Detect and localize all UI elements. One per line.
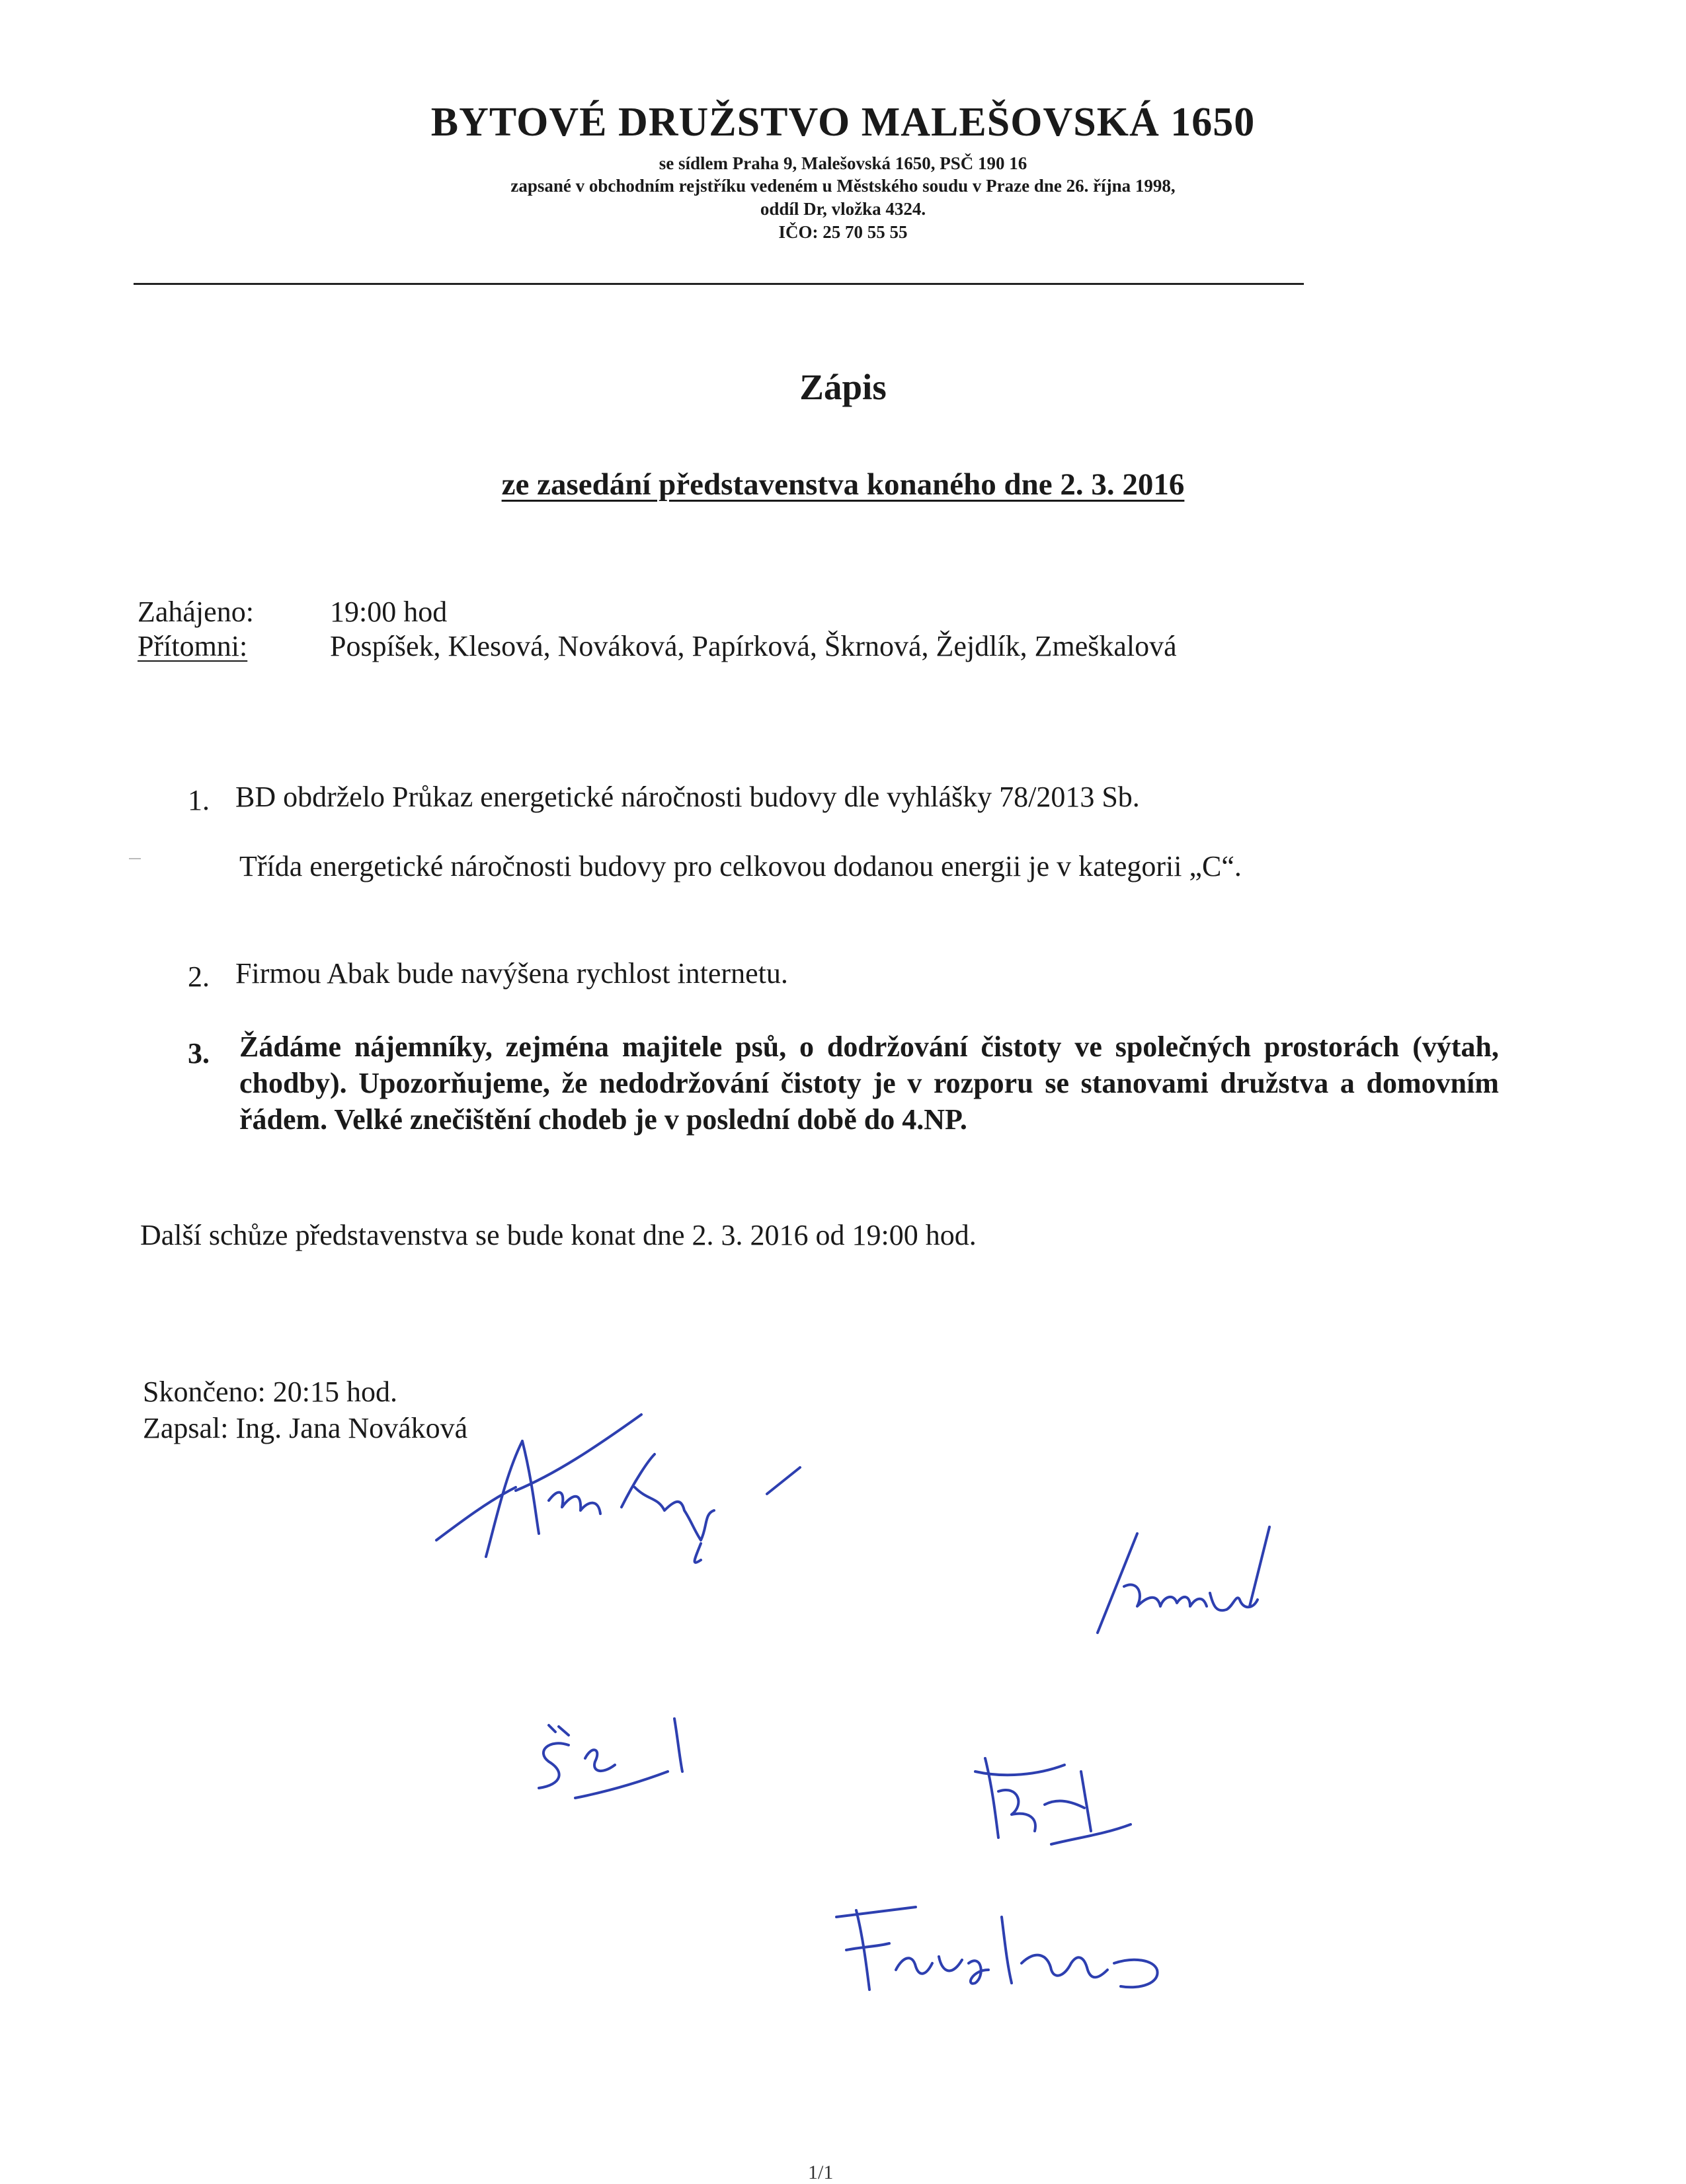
signature-2 <box>1084 1514 1283 1646</box>
organization-name: BYTOVÉ DRUŽSTVO MALEŠOVSKÁ 1650 <box>430 100 1256 145</box>
item-number: 3. <box>188 1037 210 1070</box>
header-address: se sídlem Praha 9, Malešovská 1650, PSČ 190 16 <box>659 153 1027 173</box>
ended-time: Skončeno: 20:15 hod. <box>143 1376 397 1408</box>
document-subtitle: ze zasedání představenstva konaného dne 2. 3. 2016 <box>501 467 1185 502</box>
item-text-bold: Žádáme nájemníky, zejména majitele psů, o dodržování čistoty ve společných prostorách (výtah, chodby). Upozorňujeme, že nedodržování čistoty je v rozporu se stanovami družstva a domovním řádem. Velké znečištění chodeb je v poslední době do 4.NP. <box>239 1031 1499 1136</box>
started-value: 19:00 hod <box>330 596 448 628</box>
header-registry: zapsané v obchodním rejstříku vedeném u Městského soudu v Praze dne 26. října 1998, <box>510 176 1176 196</box>
item-text-continuation: Třída energetické náročnosti budovy pro celkovou dodanou energii je v kategorii „C“. <box>239 850 1242 882</box>
document-title: Zápis <box>799 367 887 407</box>
item-number: 1. <box>188 784 210 816</box>
present-label: Přítomni: <box>138 630 248 662</box>
signature-1 <box>423 1401 873 1573</box>
next-meeting: Další schůze představenstva se bude konat dne 2. 3. 2016 od 19:00 hod. <box>140 1219 977 1251</box>
header-divider <box>134 283 1304 285</box>
page-number: 1/1 <box>808 2162 834 2183</box>
signature-3 <box>509 1699 760 1818</box>
signature-5 <box>823 1891 1167 2009</box>
item-number: 2. <box>188 960 210 993</box>
recorded-by: Zapsal: Ing. Jana Nováková <box>143 1412 468 1444</box>
present-value: Pospíšek, Klesová, Nováková, Papírková, Škrnová, Žejdlík, Zmeškalová <box>330 630 1177 662</box>
item-text: BD obdrželo Průkaz energetické náročnosti budovy dle vyhlášky 78/2013 Sb. <box>235 781 1140 813</box>
started-label: Zahájeno: <box>138 596 254 628</box>
item-text: Firmou Abak bude navýšena rychlost internetu. <box>235 957 788 990</box>
signature-4 <box>965 1745 1137 1857</box>
scan-mark <box>129 858 141 859</box>
header-ico: IČO: 25 70 55 55 <box>778 222 908 242</box>
header-section: oddíl Dr, vložka 4324. <box>760 199 926 219</box>
